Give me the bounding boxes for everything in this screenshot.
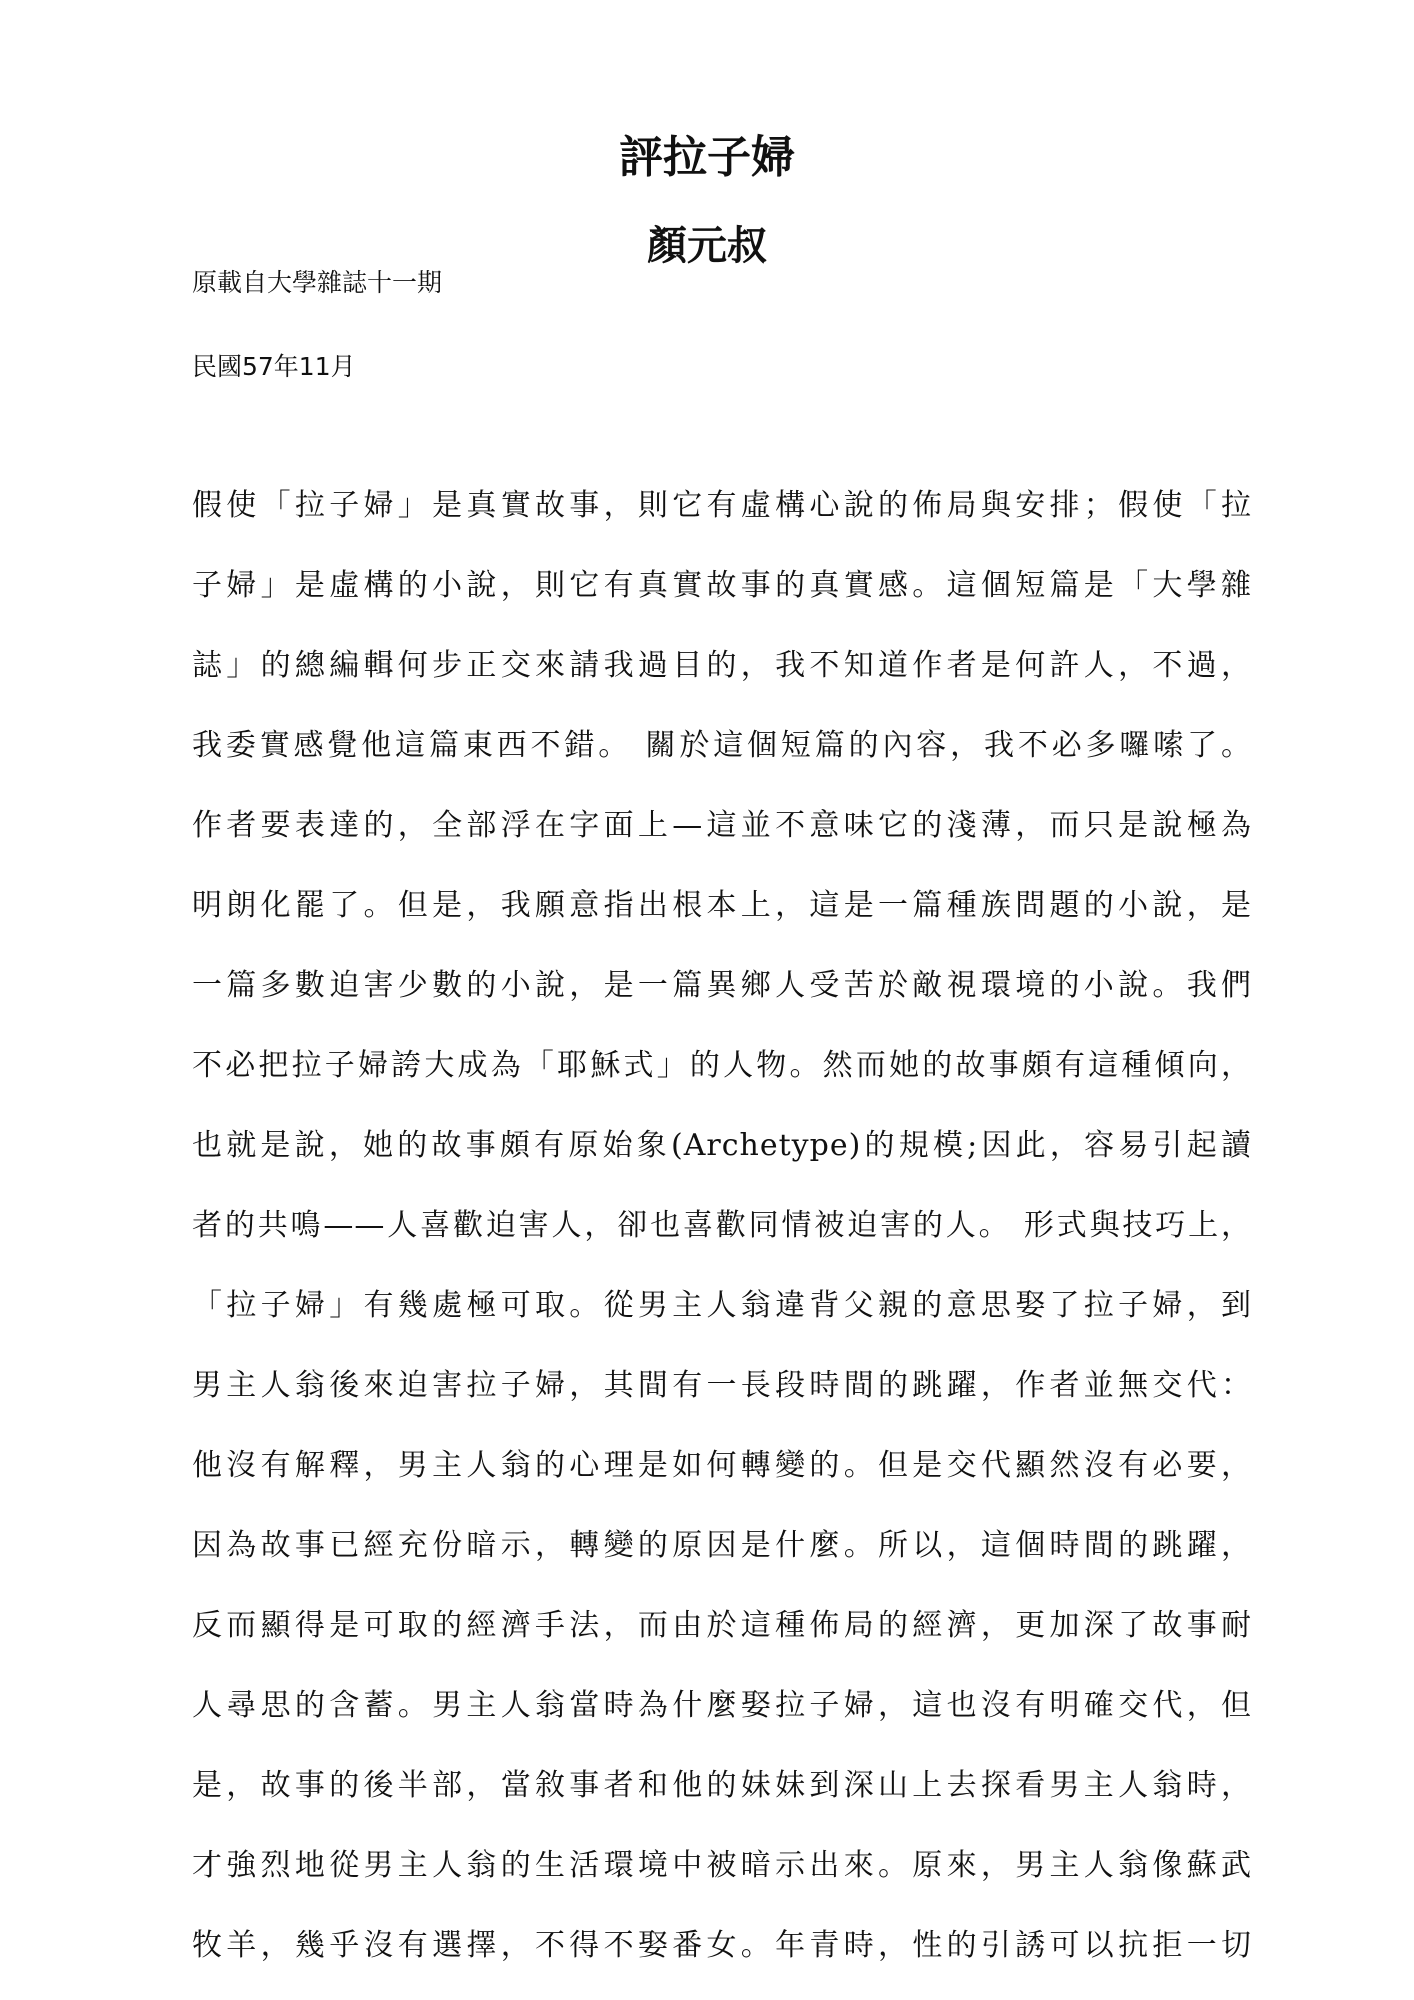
body-line: 不必把拉子婦誇大成為「耶穌式」的人物。然而她的故事頗有這種傾向， <box>192 1048 1252 1083</box>
body-line: 反而顯得是可取的經濟手法，而由於這種佈局的經濟，更加深了故事耐 <box>192 1608 1252 1643</box>
body-line: 「拉子婦」有幾處極可取。從男主人翁違背父親的意思娶了拉子婦，到 <box>192 1288 1252 1323</box>
source-note: 原載自大學雜誌十一期 <box>192 268 443 297</box>
article-title: 評拉子婦 <box>619 132 795 183</box>
body-line: 明朗化罷了。但是，我願意指出根本上，這是一篇種族問題的小說，是 <box>192 888 1252 923</box>
body-line: 才強烈地從男主人翁的生活環境中被暗示出來。原來，男主人翁像蘇武 <box>192 1848 1252 1883</box>
body-line: 作者要表達的，全部浮在字面上—這並不意味它的淺薄，而只是說極為 <box>192 808 1252 843</box>
body-line: 人尋思的含蓄。男主人翁當時為什麼娶拉子婦，這也沒有明確交代，但 <box>192 1688 1252 1723</box>
body-line: 他沒有解釋，男主人翁的心理是如何轉變的。但是交代顯然沒有必要， <box>192 1448 1252 1483</box>
publication-date: 民國57年11月 <box>192 352 356 381</box>
article-body <box>192 476 1252 1996</box>
body-line: 是，故事的後半部，當敘事者和他的妹妹到深山上去探看男主人翁時， <box>192 1768 1252 1803</box>
body-line: 子婦」是虛構的小說，則它有真實故事的真實感。這個短篇是「大學雜 <box>192 568 1252 603</box>
body-line: 一篇多數迫害少數的小說，是一篇異鄉人受苦於敵視環境的小說。我們 <box>192 968 1252 1003</box>
body-line: 也就是說，她的故事頗有原始象(Archetype)的規模;因此，容易引起讀 <box>192 1128 1252 1163</box>
body-line: 者的共鳴——人喜歡迫害人，卻也喜歡同情被迫害的人。 形式與技巧上， <box>192 1208 1252 1243</box>
body-line: 男主人翁後來迫害拉子婦，其間有一長段時間的跳躍，作者並無交代： <box>192 1368 1252 1403</box>
body-line: 我委實感覺他這篇東西不錯。 關於這個短篇的內容，我不必多囉嗦了。 <box>192 728 1252 763</box>
body-line: 因為故事已經充份暗示，轉變的原因是什麼。所以，這個時間的跳躍， <box>192 1528 1252 1563</box>
body-line: 假使「拉子婦」是真實故事，則它有虛構心說的佈局與安排；假使「拉 <box>192 488 1252 523</box>
body-line: 牧羊，幾乎沒有選擇，不得不娶番女。年青時，性的引誘可以抗拒一切 <box>192 1928 1252 1963</box>
body-line: 誌」的總編輯何步正交來請我過目的，我不知道作者是何許人，不過， <box>192 648 1252 683</box>
author-name: 顏元叔 <box>647 222 767 269</box>
